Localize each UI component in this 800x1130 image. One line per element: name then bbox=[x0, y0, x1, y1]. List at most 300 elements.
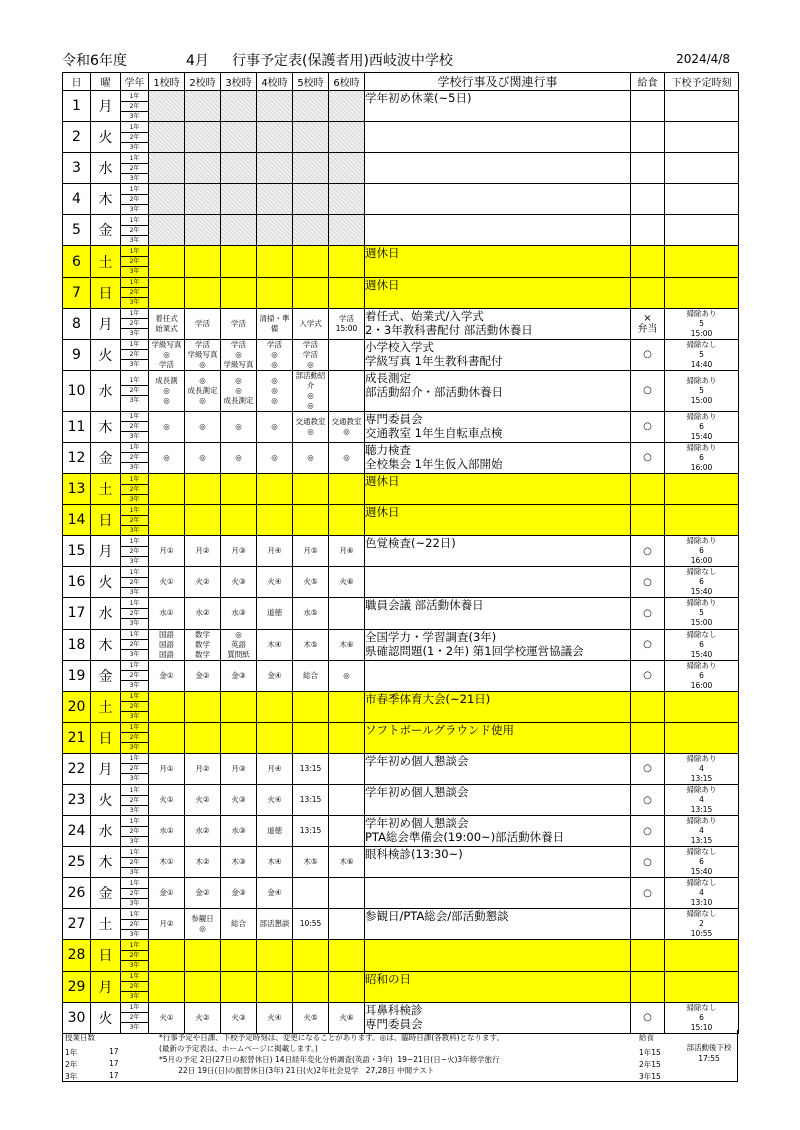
grade-labels bbox=[121, 537, 148, 566]
class-days-grade: 1年 bbox=[65, 1048, 78, 1057]
period-2: 木② bbox=[185, 847, 221, 878]
period-1 bbox=[149, 474, 185, 505]
period-3 bbox=[221, 505, 257, 536]
grade-cell bbox=[121, 722, 149, 753]
weekday: 金 bbox=[91, 442, 121, 473]
grade-labels bbox=[121, 599, 148, 628]
period-5 bbox=[293, 691, 329, 722]
period-5 bbox=[293, 971, 329, 1002]
grade-cell bbox=[121, 442, 149, 473]
departure-cell bbox=[665, 246, 739, 277]
day-number: 26 bbox=[63, 878, 91, 909]
grade-label: 1年 bbox=[121, 1003, 148, 1013]
weekday: 月 bbox=[91, 536, 121, 567]
grade-cell bbox=[121, 339, 149, 370]
period-2: 水② bbox=[185, 598, 221, 629]
departure-cell bbox=[665, 971, 739, 1002]
grade-labels bbox=[121, 817, 148, 846]
period-2 bbox=[185, 91, 221, 122]
grade-label: 2年 bbox=[121, 485, 148, 495]
weekday: 木 bbox=[91, 411, 121, 442]
grade-label: 1年 bbox=[121, 376, 148, 386]
grade-label: 3年 bbox=[129, 174, 140, 182]
day-row bbox=[63, 536, 739, 567]
lunch-cell: ○ bbox=[631, 660, 665, 691]
lunch-cell: ○ bbox=[631, 1002, 665, 1033]
period-1 bbox=[149, 277, 185, 308]
departure-cell: 掃除あり 5 15:00 bbox=[665, 598, 739, 629]
day-number: 30 bbox=[63, 1002, 91, 1033]
col-p3: 3校時 bbox=[221, 73, 257, 91]
departure-cell: 掃除あり 5 15:00 bbox=[665, 370, 739, 411]
lunch-cell: × 弁当 bbox=[631, 308, 665, 339]
weekday: 日 bbox=[91, 505, 121, 536]
col-grade: 学年 bbox=[121, 73, 149, 91]
grade-label: 1年 bbox=[121, 879, 148, 889]
period-3 bbox=[221, 940, 257, 971]
day-number: 28 bbox=[63, 940, 91, 971]
grade-label: 2年 bbox=[121, 133, 148, 143]
weekday: 金 bbox=[91, 878, 121, 909]
departure-cell bbox=[665, 153, 739, 184]
period-6: 火⑥ bbox=[329, 1002, 365, 1033]
period-5: 13:15 bbox=[293, 816, 329, 847]
period-1 bbox=[149, 691, 185, 722]
class-days-grade: 2年 bbox=[65, 1060, 78, 1069]
lunch-count: 1年15 bbox=[639, 1048, 661, 1057]
period-5: ◎ bbox=[293, 442, 329, 473]
period-5 bbox=[293, 184, 329, 215]
day-number: 23 bbox=[63, 784, 91, 815]
class-days-count: 17 bbox=[109, 1059, 119, 1068]
period-4: ◎ bbox=[257, 442, 293, 473]
grade-label: 3年 bbox=[129, 361, 140, 369]
period-2: 数学 数学 数学 bbox=[185, 629, 221, 660]
weekday: 月 bbox=[91, 91, 121, 122]
period-1 bbox=[149, 505, 185, 536]
col-p4: 4校時 bbox=[257, 73, 293, 91]
day-row bbox=[63, 878, 739, 909]
period-3: 水③ bbox=[221, 598, 257, 629]
period-5: 火⑤ bbox=[293, 567, 329, 598]
grade-labels bbox=[121, 123, 148, 152]
grade-label: 3年 bbox=[129, 557, 140, 565]
period-2: ◎ 成長測定 ◎ bbox=[185, 370, 221, 411]
grade-label: 1年 bbox=[121, 692, 148, 702]
grade-label: 3年 bbox=[129, 619, 140, 627]
grade-labels bbox=[121, 506, 148, 535]
col-departure: 下校予定時刻 bbox=[665, 73, 739, 91]
grade-label: 2年 bbox=[121, 422, 148, 432]
period-6 bbox=[329, 784, 365, 815]
period-4 bbox=[257, 971, 293, 1002]
grade-label: 3年 bbox=[129, 651, 140, 659]
grade-label: 2年 bbox=[121, 889, 148, 899]
day-number: 24 bbox=[63, 816, 91, 847]
period-1: 水① bbox=[149, 816, 185, 847]
period-3: 水③ bbox=[221, 816, 257, 847]
grade-cell bbox=[121, 536, 149, 567]
lunch-cell: ○ bbox=[631, 878, 665, 909]
departure-cell: 掃除なし 4 13:10 bbox=[665, 878, 739, 909]
period-3: ◎ ◎ 成長測定 bbox=[221, 370, 257, 411]
period-3: 火③ bbox=[221, 1002, 257, 1033]
day-number: 10 bbox=[63, 370, 91, 411]
period-3: ◎ bbox=[221, 442, 257, 473]
grade-label: 1年 bbox=[121, 278, 148, 288]
period-3 bbox=[221, 246, 257, 277]
period-2 bbox=[185, 153, 221, 184]
grade-labels bbox=[121, 216, 148, 245]
period-1: 火① bbox=[149, 1002, 185, 1033]
grade-label: 1年 bbox=[121, 599, 148, 609]
grade-label: 3年 bbox=[129, 1024, 140, 1032]
period-5 bbox=[293, 277, 329, 308]
weekday: 土 bbox=[91, 246, 121, 277]
period-2: ◎ bbox=[185, 442, 221, 473]
lunch-cell: ○ bbox=[631, 536, 665, 567]
period-3: 火③ bbox=[221, 784, 257, 815]
lunch-cell bbox=[631, 91, 665, 122]
note-line: *行事予定や日課、下校予定時刻は、変更になることがあります。◎は、臨時日課(各教科)となります。 bbox=[159, 1033, 504, 1042]
period-3 bbox=[221, 277, 257, 308]
event-cell: 眼科検診(13:30~) bbox=[365, 847, 631, 878]
grade-label: 1年 bbox=[121, 817, 148, 827]
period-1 bbox=[149, 122, 185, 153]
lunch-cell: ○ bbox=[631, 816, 665, 847]
lunch-summary bbox=[639, 1032, 739, 1083]
event-cell: 週休日 bbox=[365, 246, 631, 277]
day-row bbox=[63, 660, 739, 691]
event-cell: 週休日 bbox=[365, 505, 631, 536]
day-row bbox=[63, 816, 739, 847]
day-number: 7 bbox=[63, 277, 91, 308]
col-day: 日 bbox=[63, 73, 91, 91]
grade-label: 1年 bbox=[121, 754, 148, 764]
event-cell: 学年初め個人懇談会 bbox=[365, 784, 631, 815]
departure-cell: 掃除あり 6 16:00 bbox=[665, 660, 739, 691]
day-row bbox=[63, 847, 739, 878]
period-5 bbox=[293, 122, 329, 153]
grade-labels bbox=[121, 309, 148, 338]
lunch-label: 給食 bbox=[639, 1033, 654, 1042]
lunch-cell: ○ bbox=[631, 442, 665, 473]
grade-label: 1年 bbox=[121, 910, 148, 920]
grade-cell bbox=[121, 370, 149, 411]
period-4: 木④ bbox=[257, 847, 293, 878]
event-cell: 職員会議 部活動休養日 bbox=[365, 598, 631, 629]
event-cell: 学年初め休業(~5日) bbox=[365, 91, 631, 122]
period-2: 金② bbox=[185, 878, 221, 909]
grade-cell bbox=[121, 308, 149, 339]
grade-label: 2年 bbox=[121, 827, 148, 837]
grade-label: 1年 bbox=[121, 443, 148, 453]
lunch-cell bbox=[631, 215, 665, 246]
day-number: 11 bbox=[63, 411, 91, 442]
period-2: 学活 bbox=[185, 308, 221, 339]
day-number: 19 bbox=[63, 660, 91, 691]
grade-cell bbox=[121, 411, 149, 442]
day-row bbox=[63, 122, 739, 153]
grade-label: 1年 bbox=[121, 848, 148, 858]
period-1 bbox=[149, 91, 185, 122]
col-lunch: 給食 bbox=[631, 73, 665, 91]
period-5: 10:55 bbox=[293, 909, 329, 940]
grade-label: 2年 bbox=[121, 764, 148, 774]
period-3 bbox=[221, 474, 257, 505]
period-1 bbox=[149, 940, 185, 971]
period-1: 月① bbox=[149, 536, 185, 567]
period-1: 金① bbox=[149, 660, 185, 691]
departure-cell: 掃除なし 6 15:10 bbox=[665, 1002, 739, 1033]
period-5 bbox=[293, 91, 329, 122]
grade-label: 3年 bbox=[129, 930, 140, 938]
grade-cell bbox=[121, 847, 149, 878]
period-1: 月① bbox=[149, 753, 185, 784]
grade-cell bbox=[121, 940, 149, 971]
grade-cell bbox=[121, 971, 149, 1002]
period-3 bbox=[221, 91, 257, 122]
event-cell: 学年初め個人懇談会 bbox=[365, 753, 631, 784]
period-6 bbox=[329, 215, 365, 246]
period-6: 木⑥ bbox=[329, 847, 365, 878]
period-2: 火② bbox=[185, 567, 221, 598]
lunch-cell bbox=[631, 184, 665, 215]
grade-label: 2年 bbox=[121, 257, 148, 267]
day-number: 25 bbox=[63, 847, 91, 878]
day-number: 6 bbox=[63, 246, 91, 277]
period-4: 道徳 bbox=[257, 598, 293, 629]
day-row bbox=[63, 442, 739, 473]
grade-label: 2年 bbox=[121, 858, 148, 868]
day-row bbox=[63, 1002, 739, 1033]
grade-label: 2年 bbox=[121, 195, 148, 205]
lunch-cell: ○ bbox=[631, 629, 665, 660]
weekday: 日 bbox=[91, 940, 121, 971]
col-p6: 6校時 bbox=[329, 73, 365, 91]
day-row bbox=[63, 308, 739, 339]
period-6 bbox=[329, 505, 365, 536]
weekday: 水 bbox=[91, 816, 121, 847]
period-3 bbox=[221, 722, 257, 753]
grade-label: 2年 bbox=[121, 982, 148, 992]
grade-labels bbox=[121, 154, 148, 183]
day-row bbox=[63, 277, 739, 308]
day-number: 15 bbox=[63, 536, 91, 567]
period-2 bbox=[185, 474, 221, 505]
departure-cell bbox=[665, 474, 739, 505]
period-5: 部活動紹介 ◎ ◎ bbox=[293, 370, 329, 411]
lunch-cell bbox=[631, 153, 665, 184]
grade-labels bbox=[121, 786, 148, 815]
grade-label: 3年 bbox=[129, 205, 140, 213]
period-3: 金③ bbox=[221, 660, 257, 691]
period-3: 木③ bbox=[221, 847, 257, 878]
day-number: 20 bbox=[63, 691, 91, 722]
weekday: 月 bbox=[91, 971, 121, 1002]
departure-cell: 掃除なし 5 14:40 bbox=[665, 339, 739, 370]
period-6 bbox=[329, 598, 365, 629]
period-3 bbox=[221, 971, 257, 1002]
period-4: 木④ bbox=[257, 629, 293, 660]
period-5 bbox=[293, 153, 329, 184]
weekday: 火 bbox=[91, 567, 121, 598]
weekday: 水 bbox=[91, 598, 121, 629]
grade-labels bbox=[121, 340, 148, 369]
grade-labels bbox=[121, 723, 148, 752]
day-row bbox=[63, 691, 739, 722]
period-2: 火② bbox=[185, 784, 221, 815]
grade-labels bbox=[121, 910, 148, 939]
lunch-cell bbox=[631, 474, 665, 505]
grade-labels bbox=[121, 443, 148, 472]
day-number: 22 bbox=[63, 753, 91, 784]
grade-label: 1年 bbox=[121, 661, 148, 671]
lunch-cell bbox=[631, 940, 665, 971]
day-row bbox=[63, 909, 739, 940]
lunch-cell bbox=[631, 971, 665, 1002]
grade-label: 1年 bbox=[121, 185, 148, 195]
event-cell bbox=[365, 122, 631, 153]
class-days-count: 17 bbox=[109, 1047, 119, 1056]
lunch-cell bbox=[631, 122, 665, 153]
period-4 bbox=[257, 505, 293, 536]
departure-cell bbox=[665, 91, 739, 122]
period-6 bbox=[329, 816, 365, 847]
period-6 bbox=[329, 339, 365, 370]
period-5: 火⑤ bbox=[293, 1002, 329, 1033]
period-5: 水⑤ bbox=[293, 598, 329, 629]
period-1: 月② bbox=[149, 909, 185, 940]
grade-labels bbox=[121, 475, 148, 504]
weekday: 金 bbox=[91, 660, 121, 691]
grade-cell bbox=[121, 215, 149, 246]
period-6 bbox=[329, 691, 365, 722]
period-4: 学活 ◎ ◎ bbox=[257, 339, 293, 370]
grade-label: 1年 bbox=[121, 723, 148, 733]
grade-labels bbox=[121, 879, 148, 908]
weekday: 水 bbox=[91, 370, 121, 411]
weekday: 土 bbox=[91, 691, 121, 722]
period-2: 月② bbox=[185, 536, 221, 567]
weekday: 火 bbox=[91, 339, 121, 370]
grade-label: 2年 bbox=[121, 702, 148, 712]
grade-label: 3年 bbox=[129, 837, 140, 845]
day-row bbox=[63, 153, 739, 184]
col-events: 学校行事及び関連行事 bbox=[365, 73, 631, 91]
grade-label: 2年 bbox=[121, 733, 148, 743]
departure-cell: 掃除なし 6 15:40 bbox=[665, 567, 739, 598]
day-row bbox=[63, 753, 739, 784]
lunch-cell bbox=[631, 691, 665, 722]
departure-cell: 掃除あり 4 13:15 bbox=[665, 784, 739, 815]
grade-labels bbox=[121, 630, 148, 659]
class-days-grade: 3年 bbox=[65, 1072, 78, 1081]
period-2: 金② bbox=[185, 660, 221, 691]
grade-label: 1年 bbox=[121, 568, 148, 578]
grade-label: 1年 bbox=[121, 92, 148, 102]
grade-labels bbox=[121, 1003, 148, 1032]
grade-cell bbox=[121, 784, 149, 815]
grade-label: 3年 bbox=[129, 806, 140, 814]
period-4: 火④ bbox=[257, 1002, 293, 1033]
period-4 bbox=[257, 277, 293, 308]
day-number: 18 bbox=[63, 629, 91, 660]
departure-cell bbox=[665, 722, 739, 753]
period-4: 月④ bbox=[257, 753, 293, 784]
note-line: 22日 19日(日)の振替休日(3年) 21日(火)2年社会見学 27,28日 中間テスト bbox=[159, 1066, 435, 1075]
grade-labels bbox=[121, 247, 148, 276]
grade-label: 3年 bbox=[129, 268, 140, 276]
grade-labels bbox=[121, 692, 148, 721]
footer-notes bbox=[159, 1032, 679, 1076]
grade-cell bbox=[121, 567, 149, 598]
period-4: 火④ bbox=[257, 784, 293, 815]
note-line: *5月の予定 2日(27日の振替休日) 14日経年変化分析調査(英語・3年) 19~21日(日~火)3年修学旅行 bbox=[159, 1055, 500, 1064]
class-days-summary bbox=[63, 1030, 155, 1081]
fiscal-year: 令和6年度 bbox=[62, 53, 127, 69]
grade-label: 3年 bbox=[129, 868, 140, 876]
event-cell: 昭和の日 bbox=[365, 971, 631, 1002]
period-5: 木⑤ bbox=[293, 629, 329, 660]
period-1: ◎ bbox=[149, 411, 185, 442]
grade-label: 3年 bbox=[129, 775, 140, 783]
period-5: 月⑤ bbox=[293, 536, 329, 567]
period-1: 成長測 ◎ ◎ bbox=[149, 370, 185, 411]
event-cell: 色覚検査(~22日) bbox=[365, 536, 631, 567]
grade-label: 2年 bbox=[121, 164, 148, 174]
period-3 bbox=[221, 122, 257, 153]
grade-label: 2年 bbox=[121, 226, 148, 236]
period-2: 火② bbox=[185, 1002, 221, 1033]
day-number: 2 bbox=[63, 122, 91, 153]
period-4 bbox=[257, 184, 293, 215]
departure-cell bbox=[665, 505, 739, 536]
event-cell: 参観日/PTA総会/部活動懇談 bbox=[365, 909, 631, 940]
period-1: 金① bbox=[149, 878, 185, 909]
period-3: 金③ bbox=[221, 878, 257, 909]
event-cell: 耳鼻科検診 専門委員会 bbox=[365, 1002, 631, 1033]
class-days-label: 授業日数 bbox=[65, 1033, 95, 1042]
class-days-count: 17 bbox=[109, 1071, 119, 1080]
departure-cell: 掃除なし 2 10:55 bbox=[665, 909, 739, 940]
period-6: 学活 15:00 bbox=[329, 308, 365, 339]
period-1: 国語 国語 国語 bbox=[149, 629, 185, 660]
grade-cell bbox=[121, 816, 149, 847]
weekday: 日 bbox=[91, 722, 121, 753]
period-2: 参観日 ◎ bbox=[185, 909, 221, 940]
period-4 bbox=[257, 940, 293, 971]
grade-label: 1年 bbox=[121, 154, 148, 164]
lunch-cell bbox=[631, 277, 665, 308]
day-row bbox=[63, 722, 739, 753]
grade-label: 3年 bbox=[129, 961, 140, 969]
grade-label: 3年 bbox=[129, 526, 140, 534]
period-3: ◎ bbox=[221, 411, 257, 442]
period-2: 学活 学級写真 ◎ bbox=[185, 339, 221, 370]
event-cell: 市春季体育大会(~21日) bbox=[365, 691, 631, 722]
departure-cell: 掃除なし 6 15:40 bbox=[665, 629, 739, 660]
col-p2: 2校時 bbox=[185, 73, 221, 91]
day-number: 8 bbox=[63, 308, 91, 339]
grade-label: 3年 bbox=[129, 433, 140, 441]
period-6: 火⑥ bbox=[329, 567, 365, 598]
period-6 bbox=[329, 246, 365, 277]
period-1: 着任式 始業式 bbox=[149, 308, 185, 339]
grade-cell bbox=[121, 878, 149, 909]
grade-label: 3年 bbox=[129, 236, 140, 244]
event-cell bbox=[365, 153, 631, 184]
